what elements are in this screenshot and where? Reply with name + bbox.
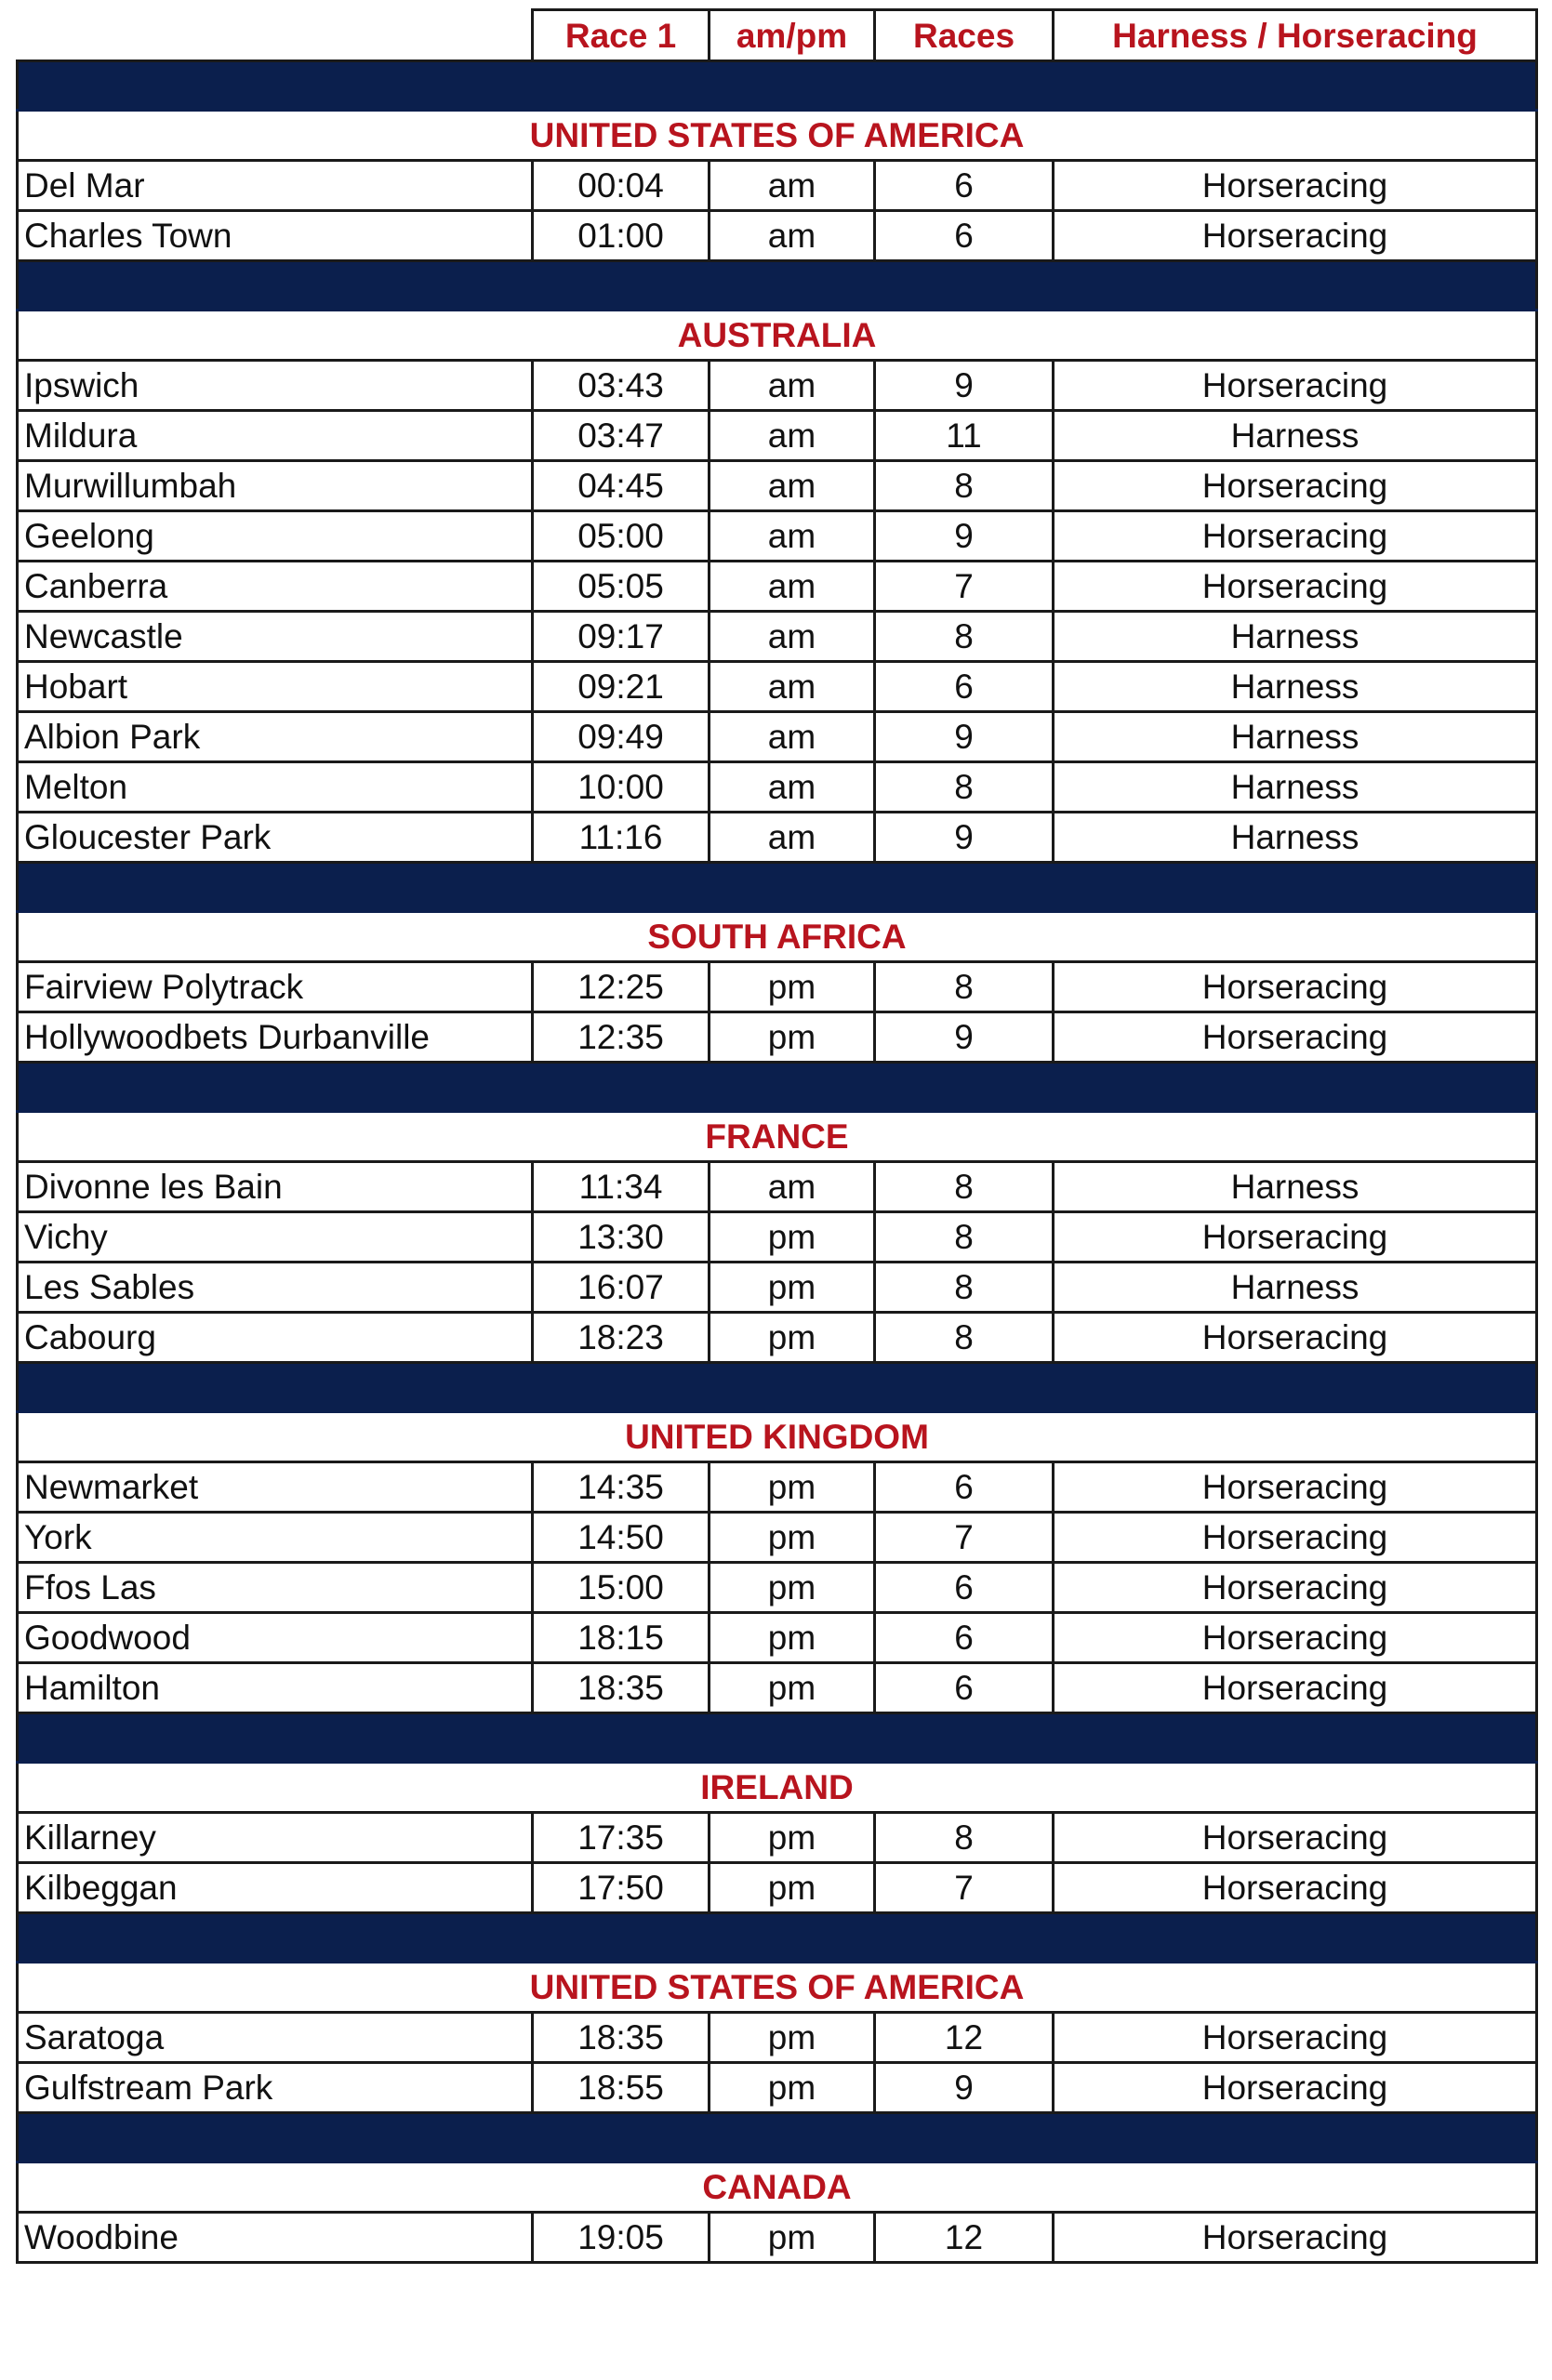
venue-cell: Fairview Polytrack — [18, 962, 533, 1012]
race1-time-cell: 14:35 — [533, 1462, 710, 1513]
table-row — [18, 712, 1537, 762]
ampm-cell: pm — [710, 2213, 875, 2263]
table-row — [18, 2063, 1537, 2113]
ampm-cell: am — [710, 511, 875, 562]
race-type-cell: Horseracing — [1054, 2063, 1537, 2113]
header-race1: Race 1 — [533, 10, 710, 61]
race-type-cell: Horseracing — [1054, 1563, 1537, 1613]
section-divider-band — [18, 61, 1537, 111]
divider-cell — [18, 1363, 1537, 1412]
race1-time-cell: 18:55 — [533, 2063, 710, 2113]
country-heading: UNITED STATES OF AMERICA — [18, 1963, 1537, 2013]
venue-cell: Cabourg — [18, 1313, 533, 1363]
venue-cell: Hollywoodbets Durbanville — [18, 1012, 533, 1063]
venue-cell: York — [18, 1513, 533, 1563]
venue-cell: Newmarket — [18, 1462, 533, 1513]
races-count-cell: 8 — [875, 1162, 1054, 1212]
race-schedule-table — [16, 8, 1538, 2301]
races-count-cell: 8 — [875, 1212, 1054, 1263]
divider-cell — [18, 1713, 1537, 1763]
ampm-cell: am — [710, 161, 875, 211]
divider-cell — [18, 1063, 1537, 1112]
race-type-cell: Harness — [1054, 411, 1537, 461]
ampm-cell: pm — [710, 1613, 875, 1663]
race1-time-cell: 03:43 — [533, 361, 710, 411]
table-row — [18, 662, 1537, 712]
race1-time-cell: 05:05 — [533, 562, 710, 612]
venue-cell: Del Mar — [18, 161, 533, 211]
country-heading-row — [18, 1763, 1537, 1813]
table-row — [18, 1212, 1537, 1263]
section-divider-band — [18, 863, 1537, 912]
ampm-cell: am — [710, 1162, 875, 1212]
race-schedule-body — [18, 10, 1537, 2302]
country-heading: UNITED KINGDOM — [18, 1412, 1537, 1462]
race1-time-cell: 11:34 — [533, 1162, 710, 1212]
table-row — [18, 962, 1537, 1012]
venue-cell: Canberra — [18, 562, 533, 612]
race1-time-cell: 05:00 — [533, 511, 710, 562]
table-row — [18, 612, 1537, 662]
empty-cell — [710, 2263, 875, 2302]
venue-cell: Charles Town — [18, 211, 533, 261]
venue-cell: Mildura — [18, 411, 533, 461]
ampm-cell: am — [710, 562, 875, 612]
column-header-row — [18, 10, 1537, 61]
table-row — [18, 1663, 1537, 1713]
race1-time-cell: 18:15 — [533, 1613, 710, 1663]
divider-cell — [18, 863, 1537, 912]
race-type-cell: Horseracing — [1054, 1462, 1537, 1513]
race1-time-cell: 16:07 — [533, 1263, 710, 1313]
venue-cell: Gulfstream Park — [18, 2063, 533, 2113]
race1-time-cell: 13:30 — [533, 1212, 710, 1263]
race1-time-cell: 15:00 — [533, 1563, 710, 1613]
race-type-cell: Harness — [1054, 712, 1537, 762]
divider-cell — [18, 2113, 1537, 2162]
country-heading-row — [18, 2162, 1537, 2213]
race-type-cell: Horseracing — [1054, 1212, 1537, 1263]
race-type-cell: Harness — [1054, 1162, 1537, 1212]
table-row — [18, 1162, 1537, 1212]
country-heading-row — [18, 311, 1537, 361]
table-row — [18, 411, 1537, 461]
race1-time-cell: 09:49 — [533, 712, 710, 762]
trailing-empty-row — [18, 2263, 1537, 2302]
race1-time-cell: 17:50 — [533, 1863, 710, 1913]
race-type-cell: Horseracing — [1054, 211, 1537, 261]
race1-time-cell: 11:16 — [533, 813, 710, 863]
race1-time-cell: 18:35 — [533, 1663, 710, 1713]
table-row — [18, 1313, 1537, 1363]
race1-time-cell: 09:21 — [533, 662, 710, 712]
venue-cell: Melton — [18, 762, 533, 813]
table-row — [18, 762, 1537, 813]
empty-cell — [18, 2263, 533, 2302]
table-row — [18, 813, 1537, 863]
table-row — [18, 2213, 1537, 2263]
races-count-cell: 9 — [875, 813, 1054, 863]
divider-cell — [18, 1913, 1537, 1963]
venue-cell: Kilbeggan — [18, 1863, 533, 1913]
race1-time-cell: 10:00 — [533, 762, 710, 813]
empty-cell — [533, 2263, 710, 2302]
race-type-cell: Harness — [1054, 662, 1537, 712]
table-row — [18, 1863, 1537, 1913]
races-count-cell: 9 — [875, 511, 1054, 562]
race-type-cell: Horseracing — [1054, 962, 1537, 1012]
ampm-cell: am — [710, 662, 875, 712]
section-divider-band — [18, 261, 1537, 311]
race1-time-cell: 12:25 — [533, 962, 710, 1012]
races-count-cell: 9 — [875, 1012, 1054, 1063]
races-count-cell: 9 — [875, 361, 1054, 411]
venue-cell: Geelong — [18, 511, 533, 562]
race-type-cell: Horseracing — [1054, 461, 1537, 511]
race-type-cell: Horseracing — [1054, 1012, 1537, 1063]
venue-cell: Vichy — [18, 1212, 533, 1263]
table-row — [18, 1563, 1537, 1613]
race1-time-cell: 04:45 — [533, 461, 710, 511]
ampm-cell: pm — [710, 1863, 875, 1913]
races-count-cell: 8 — [875, 1813, 1054, 1863]
race1-time-cell: 03:47 — [533, 411, 710, 461]
ampm-cell: pm — [710, 962, 875, 1012]
venue-cell: Gloucester Park — [18, 813, 533, 863]
ampm-cell: am — [710, 411, 875, 461]
table-row — [18, 1012, 1537, 1063]
country-heading: FRANCE — [18, 1112, 1537, 1162]
venue-cell: Albion Park — [18, 712, 533, 762]
country-heading-row — [18, 1412, 1537, 1462]
section-divider-band — [18, 1713, 1537, 1763]
ampm-cell: am — [710, 813, 875, 863]
race-type-cell: Horseracing — [1054, 562, 1537, 612]
ampm-cell: pm — [710, 1012, 875, 1063]
ampm-cell: am — [710, 361, 875, 411]
races-count-cell: 8 — [875, 762, 1054, 813]
table-row — [18, 1462, 1537, 1513]
country-heading: IRELAND — [18, 1763, 1537, 1813]
ampm-cell: am — [710, 712, 875, 762]
race-type-cell: Harness — [1054, 1263, 1537, 1313]
venue-cell: Hobart — [18, 662, 533, 712]
races-count-cell: 6 — [875, 1563, 1054, 1613]
race-type-cell: Horseracing — [1054, 2013, 1537, 2063]
races-count-cell: 8 — [875, 461, 1054, 511]
venue-cell: Killarney — [18, 1813, 533, 1863]
country-heading-row — [18, 912, 1537, 962]
country-heading: UNITED STATES OF AMERICA — [18, 111, 1537, 161]
ampm-cell: pm — [710, 1563, 875, 1613]
empty-cell — [1054, 2263, 1537, 2302]
races-count-cell: 7 — [875, 1513, 1054, 1563]
race-type-cell: Horseracing — [1054, 1863, 1537, 1913]
ampm-cell: am — [710, 612, 875, 662]
races-count-cell: 8 — [875, 1313, 1054, 1363]
races-count-cell: 8 — [875, 962, 1054, 1012]
venue-cell: Divonne les Bain — [18, 1162, 533, 1212]
table-row — [18, 2013, 1537, 2063]
table-row — [18, 1513, 1537, 1563]
empty-cell — [875, 2263, 1054, 2302]
race-type-cell: Horseracing — [1054, 361, 1537, 411]
race-type-cell: Harness — [1054, 612, 1537, 662]
races-count-cell: 7 — [875, 562, 1054, 612]
table-row — [18, 1263, 1537, 1313]
venue-cell: Les Sables — [18, 1263, 533, 1313]
race-type-cell: Horseracing — [1054, 1613, 1537, 1663]
venue-cell: Goodwood — [18, 1613, 533, 1663]
country-heading: SOUTH AFRICA — [18, 912, 1537, 962]
header-races: Races — [875, 10, 1054, 61]
venue-cell: Hamilton — [18, 1663, 533, 1713]
race1-time-cell: 14:50 — [533, 1513, 710, 1563]
races-count-cell: 12 — [875, 2213, 1054, 2263]
race1-time-cell: 00:04 — [533, 161, 710, 211]
ampm-cell: pm — [710, 2063, 875, 2113]
table-row — [18, 511, 1537, 562]
race-type-cell: Horseracing — [1054, 1313, 1537, 1363]
race-type-cell: Horseracing — [1054, 1513, 1537, 1563]
venue-cell: Newcastle — [18, 612, 533, 662]
races-count-cell: 8 — [875, 612, 1054, 662]
race-type-cell: Horseracing — [1054, 161, 1537, 211]
ampm-cell: am — [710, 762, 875, 813]
ampm-cell: pm — [710, 1263, 875, 1313]
ampm-cell: pm — [710, 1513, 875, 1563]
table-row — [18, 1613, 1537, 1663]
races-count-cell: 7 — [875, 1863, 1054, 1913]
table-row — [18, 461, 1537, 511]
races-count-cell: 8 — [875, 1263, 1054, 1313]
country-heading-row — [18, 1963, 1537, 2013]
venue-cell: Ffos Las — [18, 1563, 533, 1613]
ampm-cell: pm — [710, 1663, 875, 1713]
races-count-cell: 6 — [875, 1462, 1054, 1513]
race-type-cell: Harness — [1054, 762, 1537, 813]
section-divider-band — [18, 2113, 1537, 2162]
races-count-cell: 6 — [875, 211, 1054, 261]
table-row — [18, 1813, 1537, 1863]
race1-time-cell: 19:05 — [533, 2213, 710, 2263]
ampm-cell: pm — [710, 1313, 875, 1363]
races-count-cell: 6 — [875, 1613, 1054, 1663]
races-count-cell: 6 — [875, 161, 1054, 211]
country-heading: AUSTRALIA — [18, 311, 1537, 361]
race1-time-cell: 12:35 — [533, 1012, 710, 1063]
races-count-cell: 9 — [875, 2063, 1054, 2113]
section-divider-band — [18, 1913, 1537, 1963]
race1-time-cell: 01:00 — [533, 211, 710, 261]
venue-cell: Ipswich — [18, 361, 533, 411]
race-type-cell: Horseracing — [1054, 1813, 1537, 1863]
table-row — [18, 211, 1537, 261]
country-heading-row — [18, 1112, 1537, 1162]
races-count-cell: 6 — [875, 662, 1054, 712]
country-heading-row — [18, 111, 1537, 161]
header-ampm: am/pm — [710, 10, 875, 61]
country-heading: CANADA — [18, 2162, 1537, 2213]
ampm-cell: am — [710, 211, 875, 261]
table-row — [18, 161, 1537, 211]
race1-time-cell: 09:17 — [533, 612, 710, 662]
ampm-cell: am — [710, 461, 875, 511]
divider-cell — [18, 261, 1537, 311]
races-count-cell: 12 — [875, 2013, 1054, 2063]
header-type: Harness / Horseracing — [1054, 10, 1537, 61]
races-count-cell: 6 — [875, 1663, 1054, 1713]
venue-cell: Saratoga — [18, 2013, 533, 2063]
race-type-cell: Horseracing — [1054, 511, 1537, 562]
race-type-cell: Harness — [1054, 813, 1537, 863]
header-blank-cell — [18, 10, 533, 61]
race1-time-cell: 17:35 — [533, 1813, 710, 1863]
races-count-cell: 9 — [875, 712, 1054, 762]
ampm-cell: pm — [710, 1462, 875, 1513]
races-count-cell: 11 — [875, 411, 1054, 461]
venue-cell: Woodbine — [18, 2213, 533, 2263]
table-row — [18, 361, 1537, 411]
divider-cell — [18, 61, 1537, 111]
race-type-cell: Horseracing — [1054, 2213, 1537, 2263]
table-row — [18, 562, 1537, 612]
race1-time-cell: 18:23 — [533, 1313, 710, 1363]
venue-cell: Murwillumbah — [18, 461, 533, 511]
race1-time-cell: 18:35 — [533, 2013, 710, 2063]
race-type-cell: Horseracing — [1054, 1663, 1537, 1713]
section-divider-band — [18, 1363, 1537, 1412]
ampm-cell: pm — [710, 1813, 875, 1863]
section-divider-band — [18, 1063, 1537, 1112]
ampm-cell: pm — [710, 1212, 875, 1263]
ampm-cell: pm — [710, 2013, 875, 2063]
